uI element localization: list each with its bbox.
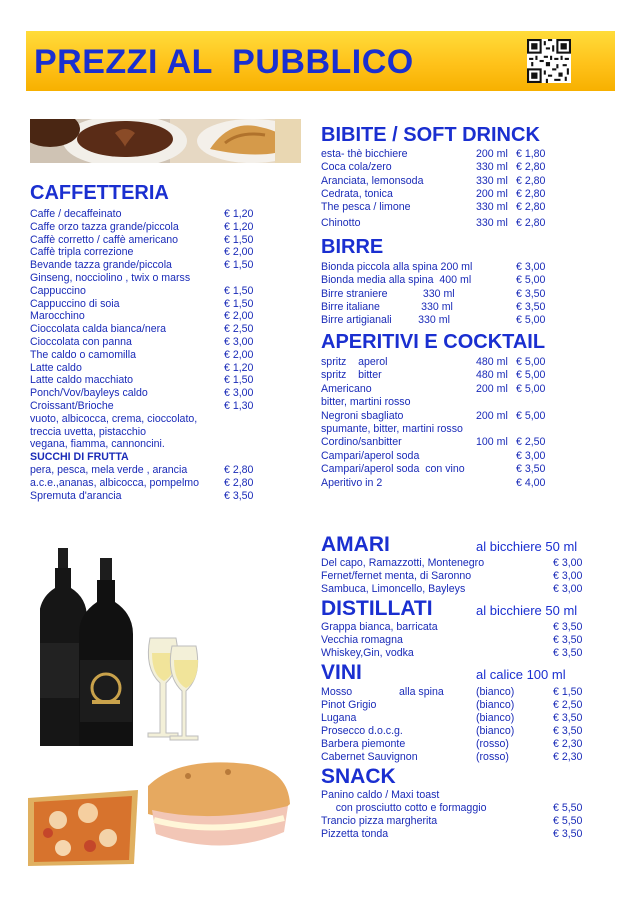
birre-list <box>321 261 561 327</box>
item-price: € 3,50 <box>553 828 583 840</box>
menu-row <box>30 438 280 451</box>
menu-row <box>321 815 591 828</box>
item-name: Cabernet Sauvignon <box>321 751 418 763</box>
menu-row <box>321 301 561 314</box>
item-type: (bianco) <box>476 725 515 737</box>
item-name: Chinotto <box>321 217 361 230</box>
item-price: € 3,50 <box>553 725 583 737</box>
snack-title: SNACK <box>321 765 396 788</box>
item-name: Spremuta d'arancia <box>30 489 122 502</box>
menu-row <box>30 310 280 323</box>
item-name: spritz bitter <box>321 369 382 382</box>
pizza-and-toast-photo <box>28 758 296 868</box>
menu-row <box>321 699 591 712</box>
item-name: Campari/aperol soda con vino <box>321 463 465 476</box>
menu-row <box>321 463 561 476</box>
item-qty: 200 ml <box>476 187 508 200</box>
item-name: Sambuca, Limoncello, Bayleys <box>321 583 466 595</box>
menu-row <box>30 298 280 311</box>
qr-code[interactable] <box>527 39 571 83</box>
menu-row <box>321 201 561 214</box>
item-name: Vecchia romagna <box>321 634 403 646</box>
item-name: con prosciutto cotto e formaggio <box>321 802 487 814</box>
item-type: (bianco) <box>476 712 515 724</box>
item-name: Cordino/sanbitter <box>321 436 402 449</box>
item-price: € 3,00 <box>224 335 254 348</box>
item-name: bitter, martini rosso <box>321 396 411 409</box>
item-name: Cappuccino <box>30 284 86 297</box>
item-name: Ginseng, nocciolino , twix o marss <box>30 271 191 284</box>
menu-row <box>321 396 561 409</box>
item-name: Fernet/fernet menta, di Saronno <box>321 570 472 582</box>
caffetteria-title: CAFFETTERIA <box>30 182 169 204</box>
item-price: € 5,00 <box>516 409 546 422</box>
item-qty: 480 ml <box>476 369 508 382</box>
item-name: Bionda media alla spina 400 ml <box>321 274 472 287</box>
item-price: € 3,50 <box>516 463 546 476</box>
item-name: Lugana <box>321 712 357 724</box>
item-name: Whiskey,Gin, vodka <box>321 647 414 659</box>
menu-row <box>30 234 280 247</box>
caffetteria-list <box>30 208 280 502</box>
item-name: The pesca / limone <box>321 201 411 214</box>
item-name: Birre straniere 330 ml <box>321 287 455 300</box>
item-name: Pinot Grigio <box>321 699 377 711</box>
item-name: Bevande tazza grande/piccola <box>30 259 172 272</box>
menu-row <box>30 387 280 400</box>
item-price: € 2,80 <box>516 161 546 174</box>
menu-row <box>321 570 591 583</box>
menu-row <box>321 288 561 301</box>
item-price: € 2,50 <box>516 436 546 449</box>
item-name: vegana, fiamma, cannoncini. <box>30 438 165 451</box>
menu-row <box>30 362 280 375</box>
item-price: € 1,20 <box>224 220 254 233</box>
menu-row <box>321 477 561 490</box>
item-type: (rosso) <box>476 751 509 763</box>
item-price: € 2,80 <box>516 187 546 200</box>
item-name: a.c.e.,ananas, albicocca, pompelmo <box>30 476 200 489</box>
item-price: € 1,80 <box>516 148 546 160</box>
aperitivi-title: APERITIVI E COCKTAIL <box>321 331 546 353</box>
item-name: Birre italiane 330 ml <box>321 300 453 313</box>
item-name: treccia uvetta, pistacchio <box>30 425 146 438</box>
item-name: Del capo, Ramazzotti, Montenegro <box>321 557 485 569</box>
item-price: € 3,00 <box>553 557 583 569</box>
item-name: spritz aperol <box>321 356 388 368</box>
birre-title: BIRRE <box>321 236 384 258</box>
item-name: Americano <box>321 382 372 395</box>
item-name: pera, pesca, mela verde , arancia <box>30 463 188 476</box>
item-qty: 480 ml <box>476 356 508 368</box>
header-banner <box>26 31 615 91</box>
item-name: Caffe orzo tazza grande/piccola <box>30 220 179 233</box>
menu-row <box>321 314 561 327</box>
item-price: € 3,00 <box>516 449 546 462</box>
item-name: spumante, bitter, martini rosso <box>321 422 463 435</box>
item-name: Aranciata, lemonsoda <box>321 174 424 187</box>
distillati-title: DISTILLATI <box>321 597 433 620</box>
item-price: € 3,00 <box>516 261 546 273</box>
item-price: € 5,00 <box>516 274 546 287</box>
menu-row <box>321 217 561 230</box>
item-price: € 2,30 <box>553 738 583 750</box>
item-type: (bianco) <box>476 699 515 711</box>
menu-row <box>321 410 561 423</box>
menu-row <box>30 259 280 272</box>
item-price: € 3,50 <box>224 489 254 502</box>
item-price: € 2,50 <box>224 323 254 336</box>
item-price: € 1,20 <box>224 208 254 220</box>
item-type: (bianco) <box>476 686 515 698</box>
menu-row <box>321 383 561 396</box>
menu-row <box>321 828 591 841</box>
item-name: Grappa bianca, barricata <box>321 621 438 633</box>
menu-row <box>321 583 591 596</box>
prosecco-bottles-glasses-photo <box>40 548 200 748</box>
item-name: esta- thè bicchiere <box>321 148 408 160</box>
menu-row <box>321 647 591 660</box>
item-qty: 330 ml <box>476 201 508 214</box>
menu-row <box>321 369 561 382</box>
menu-row <box>321 751 591 764</box>
item-name: Caffè tripla correzione <box>30 246 134 259</box>
item-name: Trancio pizza margherita <box>321 815 438 827</box>
item-price: € 3,50 <box>553 647 583 659</box>
item-name: Prosecco d.o.c.g. <box>321 725 403 737</box>
item-name: Croissant/Brioche <box>30 399 114 412</box>
item-price: € 5,50 <box>553 815 583 827</box>
item-name: Latte caldo <box>30 361 82 374</box>
item-qty: 200 ml <box>476 409 508 422</box>
succhi-subtitle: SUCCHI DI FRUTTA <box>30 451 129 464</box>
item-price: € 2,80 <box>516 174 546 187</box>
distillati-list <box>321 621 591 660</box>
menu-row <box>30 246 280 259</box>
menu-row <box>30 336 280 349</box>
menu-row <box>321 450 561 463</box>
menu-row <box>321 261 561 274</box>
menu-row <box>30 323 280 336</box>
item-price: € 5,50 <box>553 802 583 814</box>
item-price: € 2,80 <box>516 217 546 230</box>
item-price: € 1,30 <box>224 399 254 412</box>
item-price: € 5,00 <box>516 314 546 327</box>
item-name: Marocchino <box>30 310 85 323</box>
item-name: Aperitivo in 2 <box>321 476 383 489</box>
menu-row <box>30 413 280 426</box>
menu-row <box>321 175 561 188</box>
item-qty: 330 ml <box>476 217 508 230</box>
item-name: Cioccolata calda bianca/nera <box>30 323 167 336</box>
item-name: Cappuccino di soia <box>30 297 120 310</box>
item-price: € 1,50 <box>553 686 583 698</box>
item-price: € 5,00 <box>516 369 546 382</box>
item-qty: 200 ml <box>476 382 508 395</box>
menu-row <box>321 789 591 802</box>
menu-row <box>321 188 561 201</box>
item-name: Negroni sbagliato <box>321 409 404 422</box>
item-price: € 1,50 <box>224 259 254 272</box>
menu-row <box>30 464 280 477</box>
bibite-list <box>321 148 561 231</box>
item-price: € 1,50 <box>224 297 254 310</box>
item-price: € 3,00 <box>553 583 583 595</box>
menu-row <box>321 161 561 174</box>
distillati-note: al bicchiere 50 ml <box>476 603 578 618</box>
menu-row <box>30 349 280 362</box>
item-price: € 2,80 <box>516 201 546 214</box>
item-extra: alla spina <box>399 686 444 698</box>
item-name: Ponch/Vov/bayleys caldo <box>30 387 148 400</box>
menu-row <box>321 634 591 647</box>
item-name: Cioccolata con panna <box>30 335 132 348</box>
item-price: € 1,50 <box>224 233 254 246</box>
item-name: Coca cola/zero <box>321 161 392 174</box>
item-name: Caffe / decaffeinato <box>30 208 122 220</box>
item-name: vuoto, albicocca, crema, cioccolato, <box>30 412 198 425</box>
bibite-title: BIBITE / SOFT DRINCK <box>321 124 540 146</box>
item-type: (rosso) <box>476 738 509 750</box>
menu-row <box>321 356 561 369</box>
item-price: € 2,50 <box>553 699 583 711</box>
menu-row <box>321 802 591 815</box>
item-name: Bionda piccola alla spina 200 ml <box>321 261 473 273</box>
menu-row <box>30 490 280 503</box>
item-name: Cedrata, tonica <box>321 187 393 200</box>
item-qty: 200 ml <box>476 148 508 160</box>
item-price: € 4,00 <box>516 476 546 489</box>
coffee-croissant-photo <box>30 119 301 163</box>
menu-row <box>321 436 561 449</box>
amari-list <box>321 557 591 596</box>
item-name: Caffè corretto / caffè americano <box>30 233 178 246</box>
item-name: Pizzetta tonda <box>321 828 389 840</box>
item-price: € 3,50 <box>553 621 583 633</box>
item-price: € 3,00 <box>553 570 583 582</box>
item-price: € 2,80 <box>224 476 254 489</box>
snack-list <box>321 789 591 841</box>
menu-row <box>30 374 280 387</box>
item-qty: 100 ml <box>476 436 508 449</box>
item-price: € 5,00 <box>516 382 546 395</box>
menu-row <box>30 477 280 490</box>
item-price: € 3,00 <box>224 387 254 400</box>
menu-row <box>321 712 591 725</box>
aperitivi-list <box>321 356 561 490</box>
menu-row <box>30 285 280 298</box>
item-price: € 1,50 <box>224 284 254 297</box>
item-name: Latte caldo macchiato <box>30 374 134 387</box>
item-price: € 3,50 <box>516 287 546 300</box>
menu-row <box>321 274 561 287</box>
menu-row <box>321 738 591 751</box>
amari-title: AMARI <box>321 533 390 556</box>
item-price: € 5,00 <box>516 356 546 368</box>
item-price: € 2,00 <box>224 246 254 259</box>
item-name: Panino caldo / Maxi toast <box>321 789 440 801</box>
item-price: € 1,20 <box>224 361 254 374</box>
vini-note: al calice 100 ml <box>476 667 566 682</box>
vini-list <box>321 686 591 764</box>
amari-note: al bicchiere 50 ml <box>476 539 578 554</box>
menu-row <box>321 725 591 738</box>
item-price: € 3,50 <box>553 712 583 724</box>
item-price: € 1,50 <box>224 374 254 387</box>
vini-title: VINI <box>321 661 362 684</box>
item-name: Birre artigianali 330 ml <box>321 314 450 327</box>
menu-row <box>30 221 280 234</box>
menu-row <box>30 400 280 413</box>
menu-row <box>321 621 591 634</box>
item-price: € 2,00 <box>224 348 254 361</box>
menu-row <box>321 148 561 161</box>
menu-row <box>321 557 591 570</box>
item-qty: 330 ml <box>476 174 508 187</box>
item-name: Mosso <box>321 686 353 698</box>
item-price: € 2,00 <box>224 310 254 323</box>
menu-row <box>321 686 591 699</box>
item-qty: 330 ml <box>476 161 508 174</box>
menu-row <box>30 272 280 285</box>
item-name: Campari/aperol soda <box>321 449 420 462</box>
menu-row <box>321 423 561 436</box>
item-price: € 3,50 <box>553 634 583 646</box>
item-name: The caldo o camomilla <box>30 348 136 361</box>
item-name: Barbera piemonte <box>321 738 406 750</box>
menu-row <box>30 208 280 221</box>
menu-row <box>30 426 280 439</box>
item-price: € 3,50 <box>516 300 546 313</box>
item-price: € 2,80 <box>224 463 254 476</box>
item-price: € 2,30 <box>553 751 583 763</box>
page-title: PREZZI AL PUBBLICO <box>34 43 414 81</box>
